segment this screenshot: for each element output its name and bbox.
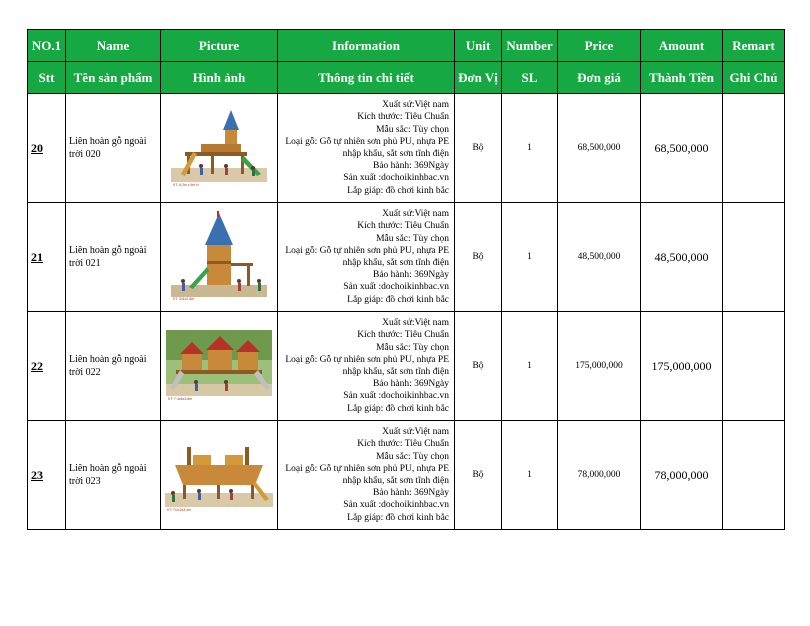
product-info bbox=[278, 312, 455, 421]
info-line: Sản xuất :dochoikinhbac.vn bbox=[343, 391, 449, 402]
unit-price-cell: 48,500,000 bbox=[558, 203, 641, 312]
quantity-cell: 1 bbox=[502, 203, 558, 312]
header-cell: Picture bbox=[161, 30, 278, 62]
playground-castle-image bbox=[166, 330, 272, 402]
info-line: Sản xuất :dochoikinhbac.vn bbox=[343, 173, 449, 184]
info-line: nhập khẩu, sắt sơn tĩnh điện bbox=[342, 258, 449, 268]
header-cell: Đơn giá bbox=[558, 62, 641, 94]
quantity-cell: 1 bbox=[502, 421, 558, 530]
product-name: Liên hoàn gỗ ngoài trời 023 bbox=[66, 421, 161, 530]
header-cell: Đơn Vị bbox=[455, 62, 502, 94]
info-line: nhập khẩu, sắt sơn tĩnh điện bbox=[342, 367, 449, 377]
info-line: Kích thước: Tiêu Chuẩn bbox=[357, 221, 449, 232]
header-cell: Number bbox=[502, 30, 558, 62]
header-cell: Stt bbox=[28, 62, 66, 94]
info-line: Loại gỗ: Gỗ tự nhiên sơn phủ PU, nhựa PE bbox=[285, 463, 449, 474]
image-caption: KT: 7.4x6x3.8m bbox=[168, 397, 193, 401]
info-line: Mẫu sắc: Tùy chọn bbox=[376, 233, 449, 244]
amount-cell: 78,000,000 bbox=[641, 421, 723, 530]
image-caption: KT: 6,2m x 6m H bbox=[173, 183, 199, 187]
amount-cell: 68,500,000 bbox=[641, 94, 723, 203]
info-line: Xuất sứ:Việt nam bbox=[382, 100, 449, 111]
price-table bbox=[27, 29, 785, 530]
info-line: Bảo hành: 369Ngày bbox=[373, 270, 449, 281]
info-line: Kích thước: Tiêu Chuẩn bbox=[357, 330, 449, 341]
info-line: Mẫu sắc: Tùy chọn bbox=[376, 124, 449, 135]
header-cell: Amount bbox=[641, 30, 723, 62]
product-info bbox=[278, 94, 455, 203]
header-cell: Thông tin chi tiết bbox=[278, 62, 455, 94]
info-line: Loại gỗ: Gỗ tự nhiên sơn phủ PU, nhựa PE bbox=[285, 354, 449, 365]
product-picture-cell bbox=[161, 312, 278, 421]
info-line: Xuất sứ:Việt nam bbox=[382, 209, 449, 220]
remark-cell bbox=[723, 421, 785, 530]
unit-cell: Bộ bbox=[455, 203, 502, 312]
image-caption: KT: 3x1x2.8m bbox=[173, 297, 195, 301]
product-info bbox=[278, 203, 455, 312]
info-line: Lắp giáp: đồ chơi kinh bắc bbox=[347, 185, 449, 196]
playground-tower-image bbox=[171, 211, 267, 303]
row-number: 22 bbox=[28, 312, 66, 421]
product-picture-cell bbox=[161, 94, 278, 203]
header-cell: NO.1 bbox=[28, 30, 66, 62]
info-line: Sản xuất :dochoikinhbac.vn bbox=[343, 500, 449, 511]
header-cell: Remart bbox=[723, 30, 785, 62]
remark-cell bbox=[723, 312, 785, 421]
table-row bbox=[28, 94, 785, 203]
header-cell: SL bbox=[502, 62, 558, 94]
product-picture-cell bbox=[161, 421, 278, 530]
product-name: Liên hoàn gỗ ngoài trời 020 bbox=[66, 94, 161, 203]
table-row bbox=[28, 312, 785, 421]
header-cell: Unit bbox=[455, 30, 502, 62]
amount-cell: 48,500,000 bbox=[641, 203, 723, 312]
remark-cell bbox=[723, 203, 785, 312]
info-line: Bảo hành: 369Ngày bbox=[373, 379, 449, 390]
header-cell: Name bbox=[66, 30, 161, 62]
row-number: 21 bbox=[28, 203, 66, 312]
info-line: Sản xuất :dochoikinhbac.vn bbox=[343, 282, 449, 293]
product-info bbox=[278, 421, 455, 530]
info-line: Xuất sứ:Việt nam bbox=[382, 427, 449, 438]
info-line: Loại gỗ: Gỗ tự nhiên sơn phủ PU, nhựa PE bbox=[285, 245, 449, 256]
amount-cell: 175,000,000 bbox=[641, 312, 723, 421]
header-row-vietnamese bbox=[28, 62, 785, 94]
info-line: Lắp giáp: đồ chơi kinh bắc bbox=[347, 403, 449, 414]
info-line: Lắp giáp: đồ chơi kinh bắc bbox=[347, 294, 449, 305]
info-line: Kích thước: Tiêu Chuẩn bbox=[357, 439, 449, 450]
info-line: Mẫu sắc: Tùy chọn bbox=[376, 342, 449, 353]
info-line: Bảo hành: 369Ngày bbox=[373, 488, 449, 499]
unit-cell: Bộ bbox=[455, 312, 502, 421]
row-number: 23 bbox=[28, 421, 66, 530]
table-row bbox=[28, 421, 785, 530]
header-row-english bbox=[28, 30, 785, 62]
info-line: Xuất sứ:Việt nam bbox=[382, 318, 449, 329]
unit-price-cell: 78,000,000 bbox=[558, 421, 641, 530]
product-name: Liên hoàn gỗ ngoài trời 021 bbox=[66, 203, 161, 312]
row-number: 20 bbox=[28, 94, 66, 203]
info-line: Lắp giáp: đồ chơi kinh bắc bbox=[347, 512, 449, 523]
quantity-cell: 1 bbox=[502, 94, 558, 203]
remark-cell bbox=[723, 94, 785, 203]
header-cell: Ghi Chú bbox=[723, 62, 785, 94]
info-line: Bảo hành: 369Ngày bbox=[373, 161, 449, 172]
quantity-cell: 1 bbox=[502, 312, 558, 421]
unit-price-cell: 175,000,000 bbox=[558, 312, 641, 421]
unit-cell: Bộ bbox=[455, 94, 502, 203]
playground-tower-image bbox=[171, 108, 267, 188]
header-cell: Tên sản phẩm bbox=[66, 62, 161, 94]
info-line: nhập khẩu, sắt sơn tĩnh điện bbox=[342, 149, 449, 159]
info-line: Kích thước: Tiêu Chuẩn bbox=[357, 112, 449, 123]
image-caption: KT: 7x4.2x3.4m bbox=[167, 508, 192, 512]
header-cell: Price bbox=[558, 30, 641, 62]
header-cell: Hình ảnh bbox=[161, 62, 278, 94]
info-line: Loại gỗ: Gỗ tự nhiên sơn phủ PU, nhựa PE bbox=[285, 136, 449, 147]
product-name: Liên hoàn gỗ ngoài trời 022 bbox=[66, 312, 161, 421]
header-cell: Thành Tiền bbox=[641, 62, 723, 94]
info-line: Mẫu sắc: Tùy chọn bbox=[376, 451, 449, 462]
table-row bbox=[28, 203, 785, 312]
unit-cell: Bộ bbox=[455, 421, 502, 530]
product-picture-cell bbox=[161, 203, 278, 312]
header-cell: Information bbox=[278, 30, 455, 62]
info-line: nhập khẩu, sắt sơn tĩnh điện bbox=[342, 476, 449, 486]
playground-ship-image bbox=[165, 437, 273, 513]
unit-price-cell: 68,500,000 bbox=[558, 94, 641, 203]
